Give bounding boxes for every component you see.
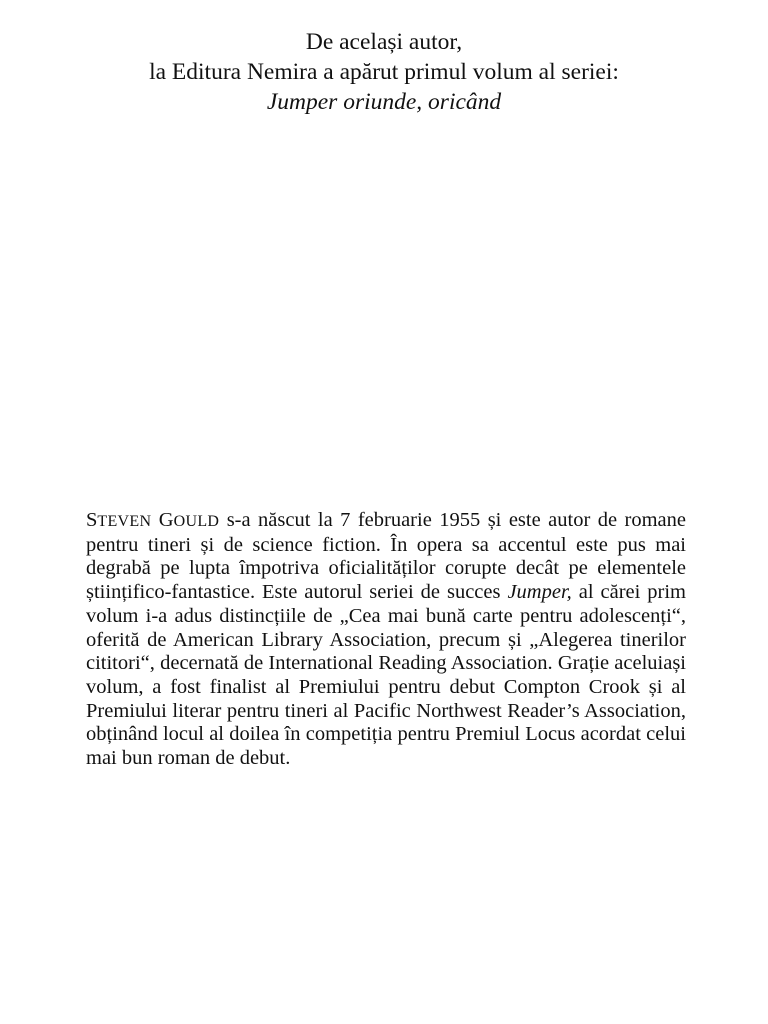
biography-text-part2: al cărei prim volum i-a adus distincțiile de „Cea mai bună carte pentru adolescenți“, oferită de American Library Association, precum și „Alegerea tinerilor cititori“, decernată de International Reading Association. Grație aceluiași volum, a fost finalist al Premiului pentru debut Compton Crook și al Premiului literar pentru tineri al Pacific Northwest Reader’s Association, obținând locul al doilea în competiția pentru Premiul Locus acordat celui mai bun roman de debut. [86,581,686,770]
previous-book-title: Jumper oriunde, oricând [266,89,502,115]
author-biography [86,509,686,771]
author-name: STEVEN GOULD [86,509,220,531]
header-line-same-author: De același autor, [305,29,463,55]
biography-text-part1: s-a născut la 7 februarie 1955 și este autor de romane pentru tineri și de science fiction. În opera sa accentul este pus mai degrabă pe lupta împotriva oficialităților corupte decât pe elementele științifico-fantastice. Este autorul seriei de succes [86,509,686,604]
series-title: Jumper, [507,581,572,604]
also-by-author-notice [0,27,768,117]
header-line-publisher: la Editura Nemira a apărut primul volum al seriei: [149,59,619,85]
